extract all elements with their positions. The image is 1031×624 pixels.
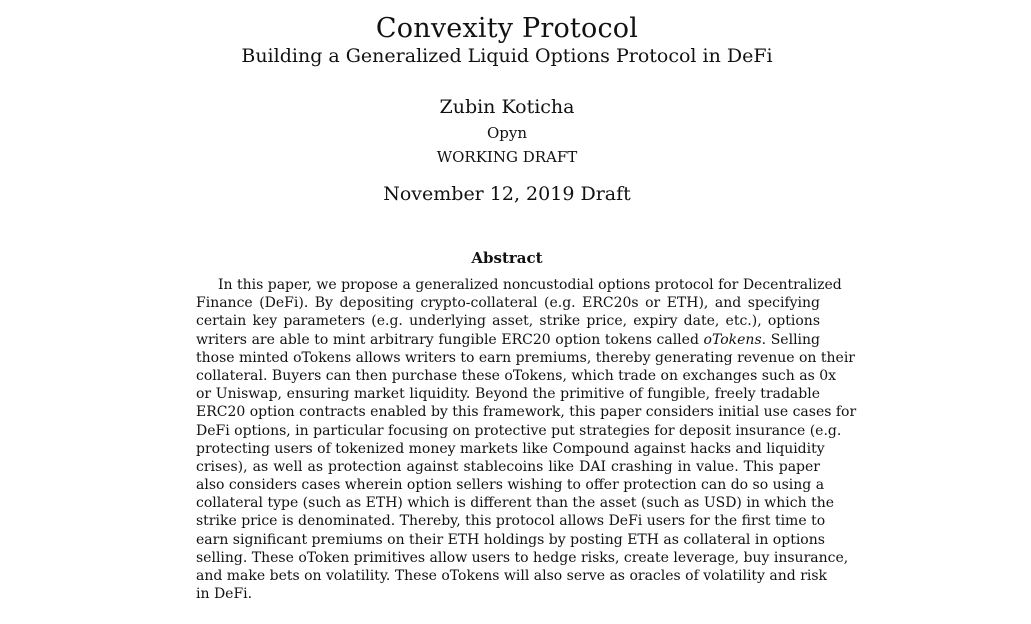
- abstract-line: those minted oTokens allows writers to earn premiums, thereby generating revenue on their: [196, 349, 855, 366]
- abstract-line-part: . Selling: [761, 331, 820, 348]
- abstract-line: and make bets on volatility. These oTokens will also serve as oracles of volatility and risk: [196, 568, 828, 584]
- abstract-line-mixed: [196, 331, 820, 349]
- abstract-line: collateral type (such as ETH) which is different than the asset (such as USD) in which the: [196, 495, 834, 512]
- abstract-line-part: writers are able to mint arbitrary fungible ERC20 option tokens called: [196, 331, 704, 348]
- paper-date: November 12, 2019 Draft: [383, 183, 631, 205]
- abstract-line: protecting users of tokenized money markets like Compound against hacks and liquidity: [196, 440, 825, 457]
- abstract-line: also considers cases wherein option sellers wishing to offer protection can do so using a: [196, 477, 825, 494]
- abstract-line: crises), as well as protection against stablecoins like DAI crashing in value. This paper: [196, 458, 820, 475]
- author-name: Zubin Koticha: [439, 96, 575, 118]
- abstract-line: strike price is denominated. Thereby, this protocol allows DeFi users for the first time to: [196, 513, 826, 530]
- abstract-line: certain key parameters (e.g. underlying asset, strike price, expiry date, etc.), options: [196, 313, 820, 330]
- paper-title: Convexity Protocol: [375, 13, 639, 44]
- abstract-line: in DeFi.: [196, 586, 253, 603]
- abstract-heading: Abstract: [471, 249, 543, 267]
- abstract-line: selling. These oToken primitives allow users to hedge risks, create leverage, buy insurance,: [196, 549, 849, 566]
- otokens-term: oTokens: [703, 331, 762, 348]
- abstract-line: or Uniswap, ensuring market liquidity. Beyond the primitive of fungible, freely tradable: [196, 386, 820, 403]
- draft-status: WORKING DRAFT: [436, 148, 578, 166]
- abstract-line: collateral. Buyers can then purchase these oTokens, which trade on exchanges such as 0x: [196, 367, 837, 384]
- abstract-line: earn significant premiums on their ETH holdings by posting ETH as collateral in options: [196, 531, 825, 548]
- author-affiliation: Opyn: [486, 124, 528, 142]
- abstract-line: Finance (DeFi). By depositing crypto-collateral (e.g. ERC20s or ETH), and specifying: [196, 295, 820, 312]
- paper-subtitle: Building a Generalized Liquid Options Protocol in DeFi: [241, 45, 773, 67]
- abstract-line: ERC20 option contracts enabled by this framework, this paper considers initial use cases for: [196, 404, 857, 421]
- abstract-line: In this paper, we propose a generalized noncustodial options protocol for Decentralized: [218, 277, 842, 293]
- abstract-line: DeFi options, in particular focusing on protective put strategies for deposit insurance (e.g.: [196, 422, 842, 439]
- abstract-body: [196, 276, 857, 603]
